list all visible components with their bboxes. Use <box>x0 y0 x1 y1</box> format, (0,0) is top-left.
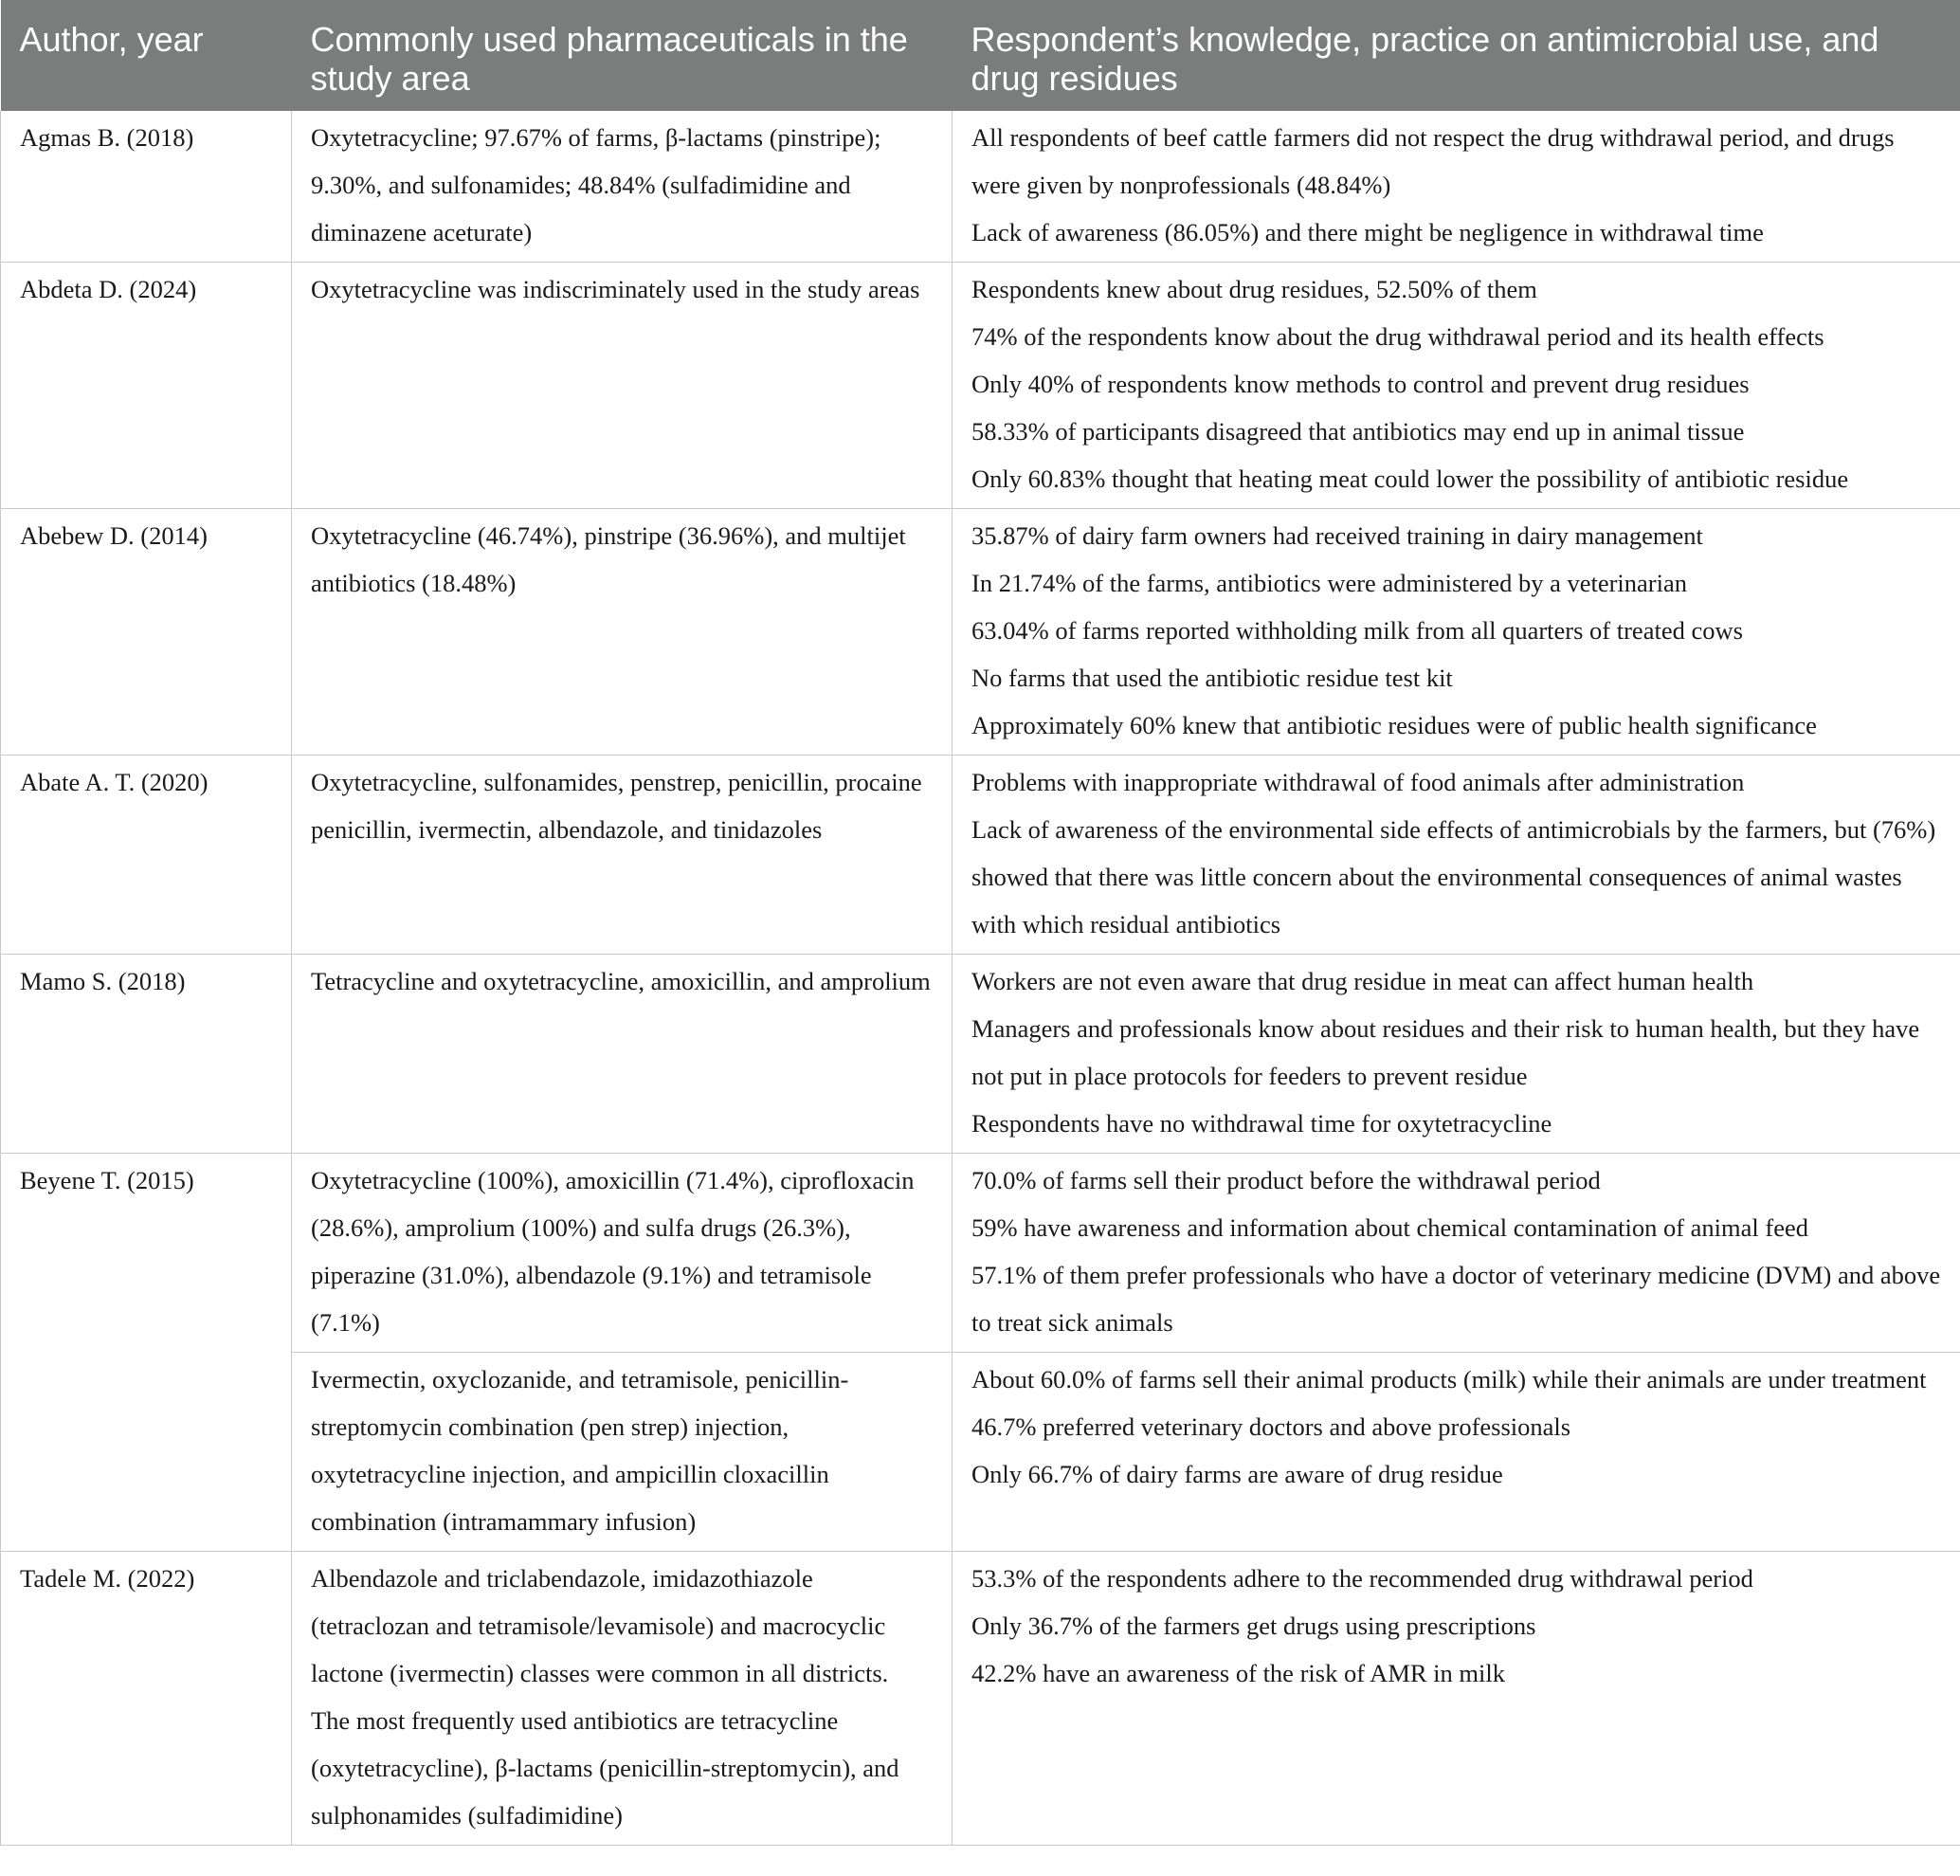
author-year-cell: Mamo S. (2018) <box>1 955 292 1154</box>
knowledge-item: No farms that used the antibiotic residue test kit <box>971 664 1453 692</box>
knowledge-item: Workers are not even aware that drug residue in meat can affect human health <box>971 967 1754 995</box>
knowledge-item: Problems with inappropriate withdrawal of food animals after administration <box>971 768 1745 796</box>
knowledge-item: Only 60.83% thought that heating meat could lower the possibility of antibiotic residue <box>971 464 1849 493</box>
header-row <box>1 0 1960 111</box>
table-row <box>1 1552 1960 1846</box>
header-author-year: Author, year <box>1 0 292 111</box>
knowledge-cell <box>953 263 1960 509</box>
pharmaceuticals-cell: Oxytetracycline; 97.67% of farms, β-lactams (pinstripe); 9.30%, and sulfonamides; 48.84% (sulfadimidine and diminazene aceturate) <box>292 111 953 263</box>
knowledge-cell <box>953 1552 1960 1846</box>
table-header <box>1 0 1960 111</box>
knowledge-item: Respondents knew about drug residues, 52.50% of them <box>971 275 1537 303</box>
table-body <box>1 111 1960 1846</box>
table-row <box>1 1154 1960 1353</box>
knowledge-cell <box>953 111 1960 263</box>
header-knowledge-practice: Respondent’s knowledge, practice on antimicrobial use, and drug residues <box>953 0 1960 111</box>
table-row <box>1 509 1960 756</box>
knowledge-cell <box>953 756 1960 955</box>
knowledge-item: Respondents have no withdrawal time for oxytetracycline <box>971 1109 1552 1138</box>
author-year-cell: Beyene T. (2015) <box>1 1154 292 1552</box>
knowledge-item: 58.33% of participants disagreed that antibiotics may end up in animal tissue <box>971 417 1745 446</box>
knowledge-item: Approximately 60% knew that antibiotic residues were of public health significance <box>971 711 1817 739</box>
author-year-cell: Agmas B. (2018) <box>1 111 292 263</box>
knowledge-item: 74% of the respondents know about the drug withdrawal period and its health effects <box>971 322 1824 351</box>
knowledge-item: 70.0% of farms sell their product before the withdrawal period <box>971 1166 1601 1194</box>
author-year-cell: Abebew D. (2014) <box>1 509 292 756</box>
pharmaceuticals-cell: Albendazole and triclabendazole, imidazothiazole (tetraclozan and tetramisole/levamisole) and macrocyclic lactone (ivermectin) classes were common in all districts. The most frequently used antibiotics are tetracycline (oxytetracycline), β-lactams (penicillin-streptomycin), and sulphonamides (sulfadimidine) <box>292 1552 953 1846</box>
pharmaceuticals-cell: Tetracycline and oxytetracycline, amoxicillin, and amprolium <box>292 955 953 1154</box>
knowledge-item: 63.04% of farms reported withholding milk from all quarters of treated cows <box>971 616 1743 645</box>
knowledge-item: Lack of awareness (86.05%) and there might be negligence in withdrawal time <box>971 218 1764 246</box>
knowledge-item: Managers and professionals know about residues and their risk to human health, but they have not put in place protocols for feeders to prevent residue <box>971 1014 1920 1090</box>
table-row <box>1 111 1960 263</box>
pharmaceuticals-cell: Oxytetracycline (46.74%), pinstripe (36.96%), and multijet antibiotics (18.48%) <box>292 509 953 756</box>
knowledge-cell <box>953 955 1960 1154</box>
knowledge-item: Only 40% of respondents know methods to control and prevent drug residues <box>971 370 1750 398</box>
header-pharmaceuticals: Commonly used pharmaceuticals in the study area <box>292 0 953 111</box>
knowledge-cell <box>953 1154 1960 1353</box>
knowledge-item: In 21.74% of the farms, antibiotics were administered by a veterinarian <box>971 569 1687 597</box>
knowledge-item: Lack of awareness of the environmental side effects of antimicrobials by the farmers, but (76%) showed that there was little concern about the environmental consequences of animal wastes with which residual antibiotics <box>971 815 1936 938</box>
knowledge-item: 57.1% of them prefer professionals who have a doctor of veterinary medicine (DVM) and above to treat sick animals <box>971 1261 1941 1337</box>
author-year-cell: Abdeta D. (2024) <box>1 263 292 509</box>
table-row <box>1 263 1960 509</box>
pharmaceuticals-cell: Oxytetracycline, sulfonamides, penstrep, penicillin, procaine penicillin, ivermectin, albendazole, and tinidazoles <box>292 756 953 955</box>
author-year-cell: Tadele M. (2022) <box>1 1552 292 1846</box>
author-year-cell: Abate A. T. (2020) <box>1 756 292 955</box>
knowledge-item: 46.7% preferred veterinary doctors and above professionals <box>971 1412 1571 1441</box>
knowledge-cell <box>953 1353 1960 1552</box>
knowledge-item: All respondents of beef cattle farmers did not respect the drug withdrawal period, and drugs were given by nonprofessionals (48.84%) <box>971 123 1895 199</box>
pharmaceuticals-cell: Ivermectin, oxyclozanide, and tetramisole, penicillin-streptomycin combination (pen strep) injection, oxytetracycline injection, and ampicillin cloxacillin combination (intramammary infusion) <box>292 1353 953 1552</box>
knowledge-item: 42.2% have an awareness of the risk of AMR in milk <box>971 1659 1506 1687</box>
knowledge-item: About 60.0% of farms sell their animal products (milk) while their animals are under treatment <box>971 1365 1927 1393</box>
knowledge-item: 35.87% of dairy farm owners had received training in dairy management <box>971 521 1703 550</box>
table-row <box>1 955 1960 1154</box>
pharmaceuticals-cell: Oxytetracycline (100%), amoxicillin (71.4%), ciprofloxacin (28.6%), amprolium (100%) and sulfa drugs (26.3%), piperazine (31.0%), albendazole (9.1%) and tetramisole (7.1%) <box>292 1154 953 1353</box>
knowledge-item: 59% have awareness and information about chemical contamination of animal feed <box>971 1213 1809 1242</box>
knowledge-item: Only 66.7% of dairy farms are aware of drug residue <box>971 1460 1503 1488</box>
knowledge-item: Only 36.7% of the farmers get drugs using prescriptions <box>971 1612 1536 1640</box>
table-row <box>1 1353 1960 1552</box>
table-row <box>1 756 1960 955</box>
pharmaceuticals-cell: Oxytetracycline was indiscriminately used in the study areas <box>292 263 953 509</box>
knowledge-cell <box>953 509 1960 756</box>
knowledge-item: 53.3% of the respondents adhere to the recommended drug withdrawal period <box>971 1564 1753 1593</box>
